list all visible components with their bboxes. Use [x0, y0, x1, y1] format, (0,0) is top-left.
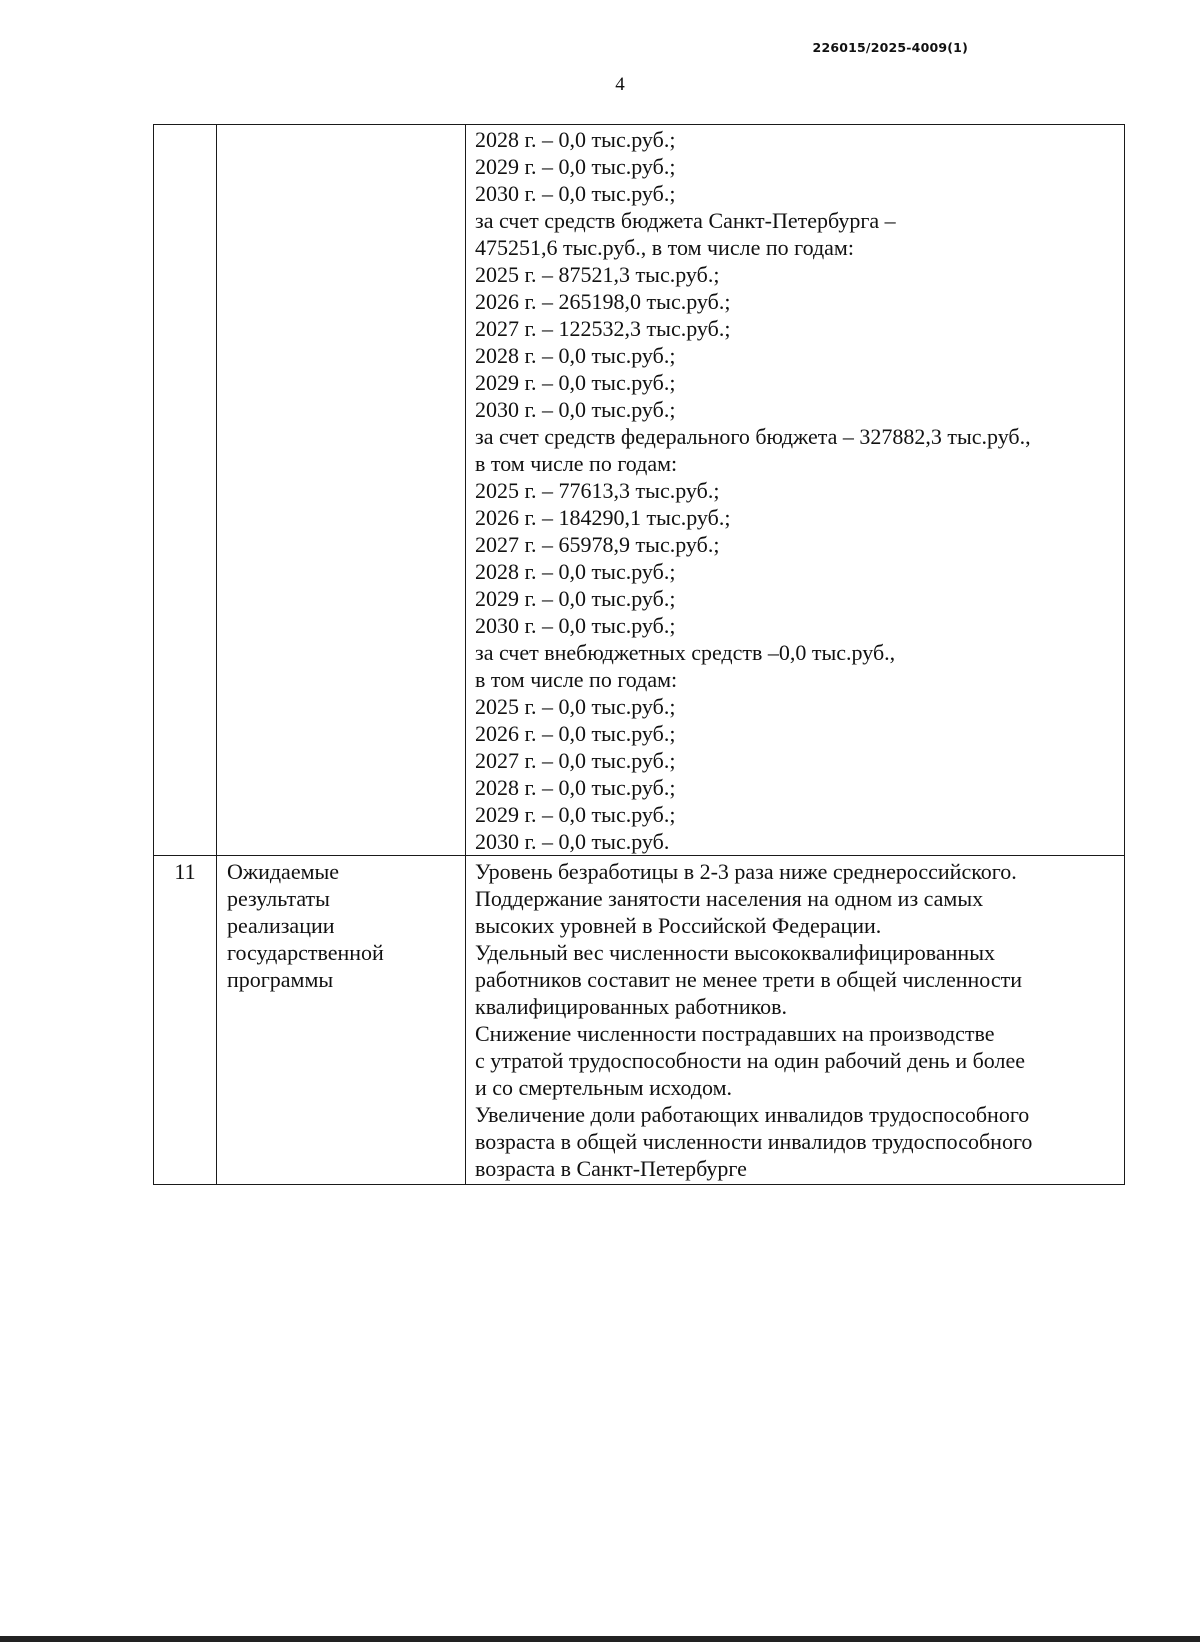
financing-line: 2029 г. – 0,0 тыс.руб.;: [475, 802, 676, 827]
financing-line: 2026 г. – 0,0 тыс.руб.;: [475, 721, 676, 746]
result-line: Удельный вес численности высококвалифицированных: [475, 940, 995, 965]
row-number-cell: 11: [154, 856, 217, 1185]
financing-line: 2026 г. – 265198,0 тыс.руб.;: [475, 289, 731, 314]
result-line: Уровень безработицы в 2-3 раза ниже среднероссийского.: [475, 859, 1017, 884]
financing-line: 2028 г. – 0,0 тыс.руб.;: [475, 127, 676, 152]
row-number-cell: [154, 125, 217, 856]
financing-line: 2030 г. – 0,0 тыс.руб.;: [475, 397, 676, 422]
financing-line: 2025 г. – 77613,3 тыс.руб.;: [475, 478, 720, 503]
row-name-cell: [217, 125, 466, 856]
row-name-cell: [217, 856, 466, 1185]
financing-line: 2025 г. – 0,0 тыс.руб.;: [475, 694, 676, 719]
financing-line: за счет внебюджетных средств –0,0 тыс.руб.,: [475, 640, 896, 665]
financing-line: за счет средств бюджета Санкт-Петербурга –: [475, 208, 896, 233]
program-passport-table: [153, 124, 1125, 1185]
financing-line: 2030 г. – 0,0 тыс.руб.;: [475, 181, 676, 206]
result-line: высоких уровней в Российской Федерации.: [475, 913, 882, 938]
financing-line: 2027 г. – 65978,9 тыс.руб.;: [475, 532, 720, 557]
result-line: квалифицированных работников.: [475, 994, 788, 1019]
result-line: с утратой трудоспособности на один рабочий день и более: [475, 1048, 1025, 1073]
result-line: возраста в Санкт-Петербурге: [475, 1156, 747, 1181]
financing-line: 2030 г. – 0,0 тыс.руб.: [475, 829, 670, 854]
document-registration-number: 226015/2025-4009(1): [812, 40, 968, 55]
financing-line: в том числе по годам:: [475, 451, 678, 476]
financing-line: 2029 г. – 0,0 тыс.руб.;: [475, 154, 676, 179]
row-name-line: результаты: [227, 886, 330, 911]
financing-line: 2027 г. – 0,0 тыс.руб.;: [475, 748, 676, 773]
row-name-line: Ожидаемые: [227, 859, 340, 884]
financing-line: 2029 г. – 0,0 тыс.руб.;: [475, 370, 676, 395]
result-line: Увеличение доли работающих инвалидов трудоспособного: [475, 1102, 1030, 1127]
result-line: Поддержание занятости населения на одном из самых: [475, 886, 984, 911]
financing-line: 2028 г. – 0,0 тыс.руб.;: [475, 775, 676, 800]
financing-line: 2028 г. – 0,0 тыс.руб.;: [475, 559, 676, 584]
financing-line: 475251,6 тыс.руб., в том числе по годам:: [475, 235, 854, 260]
financing-line: 2030 г. – 0,0 тыс.руб.;: [475, 613, 676, 638]
result-line: Снижение численности пострадавших на производстве: [475, 1021, 995, 1046]
scan-edge-bar: [0, 1636, 1200, 1642]
financing-line: 2025 г. – 87521,3 тыс.руб.;: [475, 262, 720, 287]
table-row-expected-results: [154, 856, 1125, 1185]
financing-line: 2029 г. – 0,0 тыс.руб.;: [475, 586, 676, 611]
page-number: 4: [615, 74, 625, 95]
row-name-line: реализации: [227, 913, 335, 938]
financing-line: 2027 г. – 122532,3 тыс.руб.;: [475, 316, 731, 341]
result-line: и со смертельным исходом.: [475, 1075, 733, 1100]
financing-values-cell: [466, 125, 1125, 856]
row-name-line: программы: [227, 967, 334, 992]
result-line: работников составит не менее трети в общей численности: [475, 967, 1023, 992]
financing-line: в том числе по годам:: [475, 667, 678, 692]
financing-line: за счет средств федерального бюджета – 327882,3 тыс.руб.,: [475, 424, 1031, 449]
result-line: возраста в общей численности инвалидов трудоспособного: [475, 1129, 1033, 1154]
row-name-line: государственной: [227, 940, 384, 965]
expected-results-cell: [466, 856, 1125, 1185]
financing-line: 2028 г. – 0,0 тыс.руб.;: [475, 343, 676, 368]
financing-line: 2026 г. – 184290,1 тыс.руб.;: [475, 505, 731, 530]
table-row-financing-continued: [154, 125, 1125, 856]
